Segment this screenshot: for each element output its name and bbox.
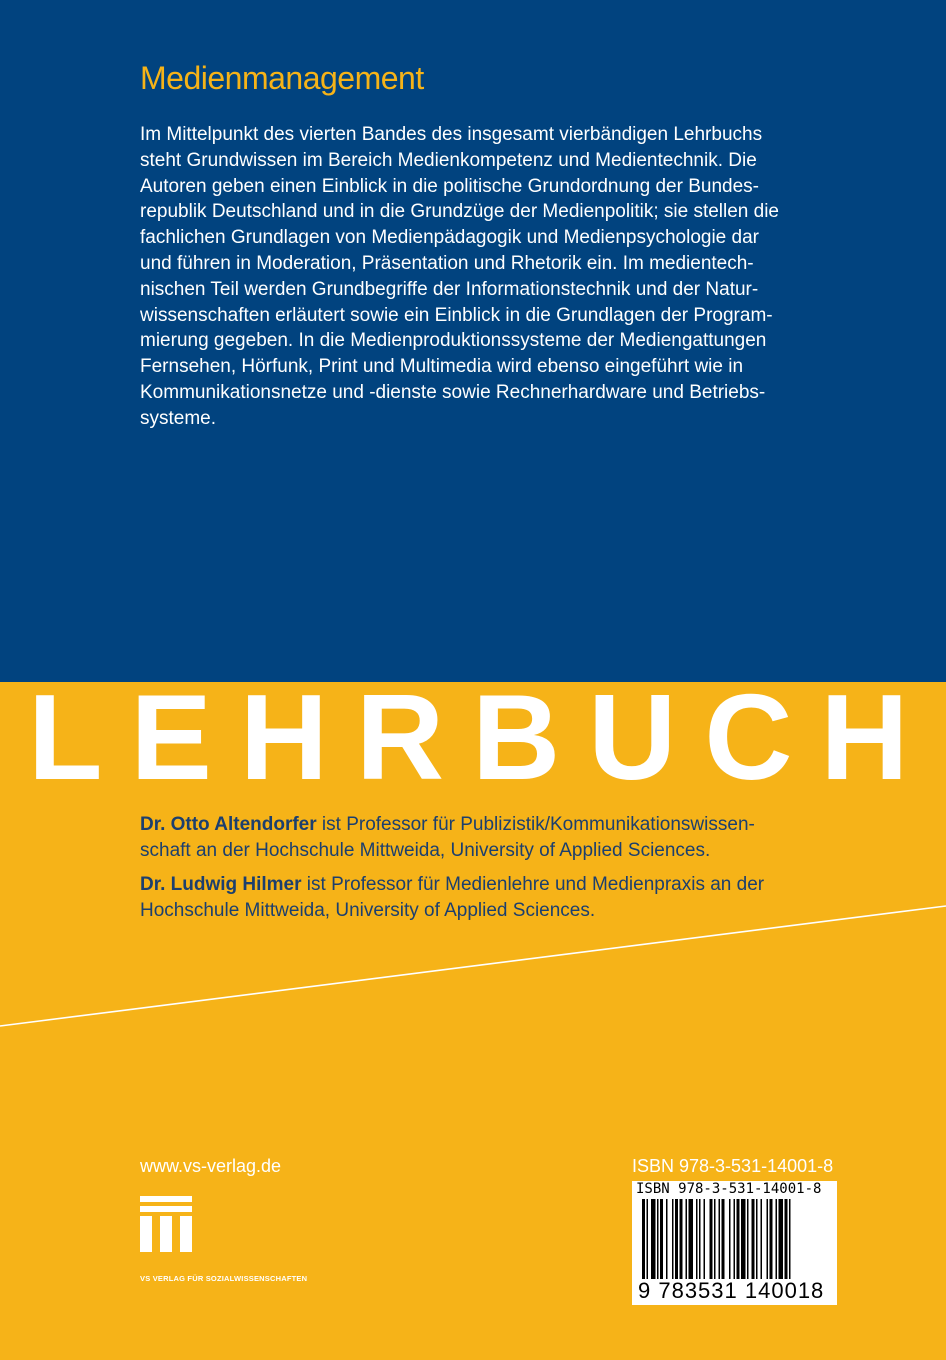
barcode-bar xyxy=(686,1199,688,1279)
author-bio-text: ist Professor für Publizistik/Kommunikationswissen- xyxy=(316,814,755,835)
author-name: Dr. Ludwig Hilmer xyxy=(140,874,302,895)
barcode-bar xyxy=(680,1199,683,1279)
vs-verlag-logo-icon xyxy=(140,1196,192,1256)
barcode-bar xyxy=(756,1199,758,1279)
author-bios xyxy=(140,812,860,932)
barcode-bar xyxy=(651,1199,656,1279)
barcode-bar xyxy=(696,1199,698,1279)
author-bio xyxy=(140,872,860,924)
author-bio-text: schaft an der Hochschule Mittweida, University of Applied Sciences. xyxy=(140,840,711,861)
barcode-bar xyxy=(729,1199,731,1279)
barcode-isbn-text: ISBN 978-3-531-14001-8 xyxy=(636,1181,822,1197)
barcode-bar xyxy=(770,1199,773,1279)
description-line: und führen in Moderation, Präsentation und Rhetorik ein. Im medientech- xyxy=(140,252,754,274)
publisher-website: www.vs-verlag.de xyxy=(140,1156,282,1176)
barcode-bar xyxy=(647,1199,649,1279)
barcode-bar xyxy=(714,1199,716,1279)
author-bio xyxy=(140,812,860,864)
description-line: Autoren geben einen Einblick in die politische Grundordnung der Bundes- xyxy=(140,175,759,197)
barcode-bar xyxy=(704,1199,706,1279)
barcode-bar xyxy=(657,1199,659,1279)
description-line: Kommunikationsnetze und -dienste sowie Rechnerhardware und Betriebs- xyxy=(140,381,766,403)
isbn-barcode xyxy=(632,1181,837,1305)
barcode-bar xyxy=(767,1199,769,1279)
barcode-bar xyxy=(675,1199,678,1279)
description-line: mierung gegeben. In die Medienproduktionssysteme der Mediengattungen xyxy=(140,330,767,352)
barcode-bar xyxy=(734,1199,736,1279)
description-line: Fernsehen, Hörfunk, Print und Multimedia wird ebenso eingeführt wie in xyxy=(140,356,744,378)
description-line: steht Grundwissen im Bereich Medienkompetenz und Medientechnik. Die xyxy=(140,149,757,171)
barcode-bar xyxy=(789,1199,791,1279)
description-line: republik Deutschland und in die Grundzüge der Medienpolitik; sie stellen die xyxy=(140,201,779,223)
barcode-bar xyxy=(752,1199,755,1279)
book-title: Medienmanagement xyxy=(140,60,424,96)
publisher-name: VS VERLAG FÜR SOZIALWISSENSCHAFTEN xyxy=(140,1274,308,1283)
barcode-bar xyxy=(689,1199,694,1279)
description-line: fachlichen Grundlagen von Medienpädagogik und Medienpsychologie dar xyxy=(140,227,759,249)
book-description xyxy=(140,122,840,432)
barcode-bars xyxy=(640,1199,830,1279)
barcode-bar xyxy=(710,1199,713,1279)
barcode-bar xyxy=(761,1199,763,1279)
author-bio-text: ist Professor für Medienlehre und Medienpraxis an der xyxy=(301,874,765,895)
barcode-bar xyxy=(741,1199,746,1279)
barcode-bar xyxy=(785,1199,788,1279)
barcode-bar xyxy=(666,1199,668,1279)
barcode-bar xyxy=(642,1199,645,1279)
barcode-bar xyxy=(779,1199,784,1279)
description-line: systeme. xyxy=(140,407,217,429)
series-label: LEHRBUCH xyxy=(28,669,937,805)
barcode-bar xyxy=(672,1199,674,1279)
barcode-bar xyxy=(776,1199,778,1279)
barcode-bar xyxy=(737,1199,740,1279)
barcode-bar xyxy=(719,1199,721,1279)
barcode-bar xyxy=(660,1199,663,1279)
description-line: Im Mittelpunkt des vierten Bandes des insgesamt vierbändigen Lehrbuchs xyxy=(140,124,763,145)
author-name: Dr. Otto Altendorfer xyxy=(140,814,317,835)
barcode-digits: 9 783531 140018 xyxy=(638,1278,825,1303)
isbn-label: ISBN 978-3-531-14001-8 xyxy=(632,1156,834,1176)
description-line: nischen Teil werden Grundbegriffe der Informationstechnik und der Natur- xyxy=(140,278,759,300)
barcode-bar xyxy=(747,1199,749,1279)
barcode-bar xyxy=(699,1199,701,1279)
description-line: wissenschaften erläutert sowie ein Einblick in die Grundlagen der Program- xyxy=(140,304,773,326)
author-bio-text: Hochschule Mittweida, University of Applied Sciences. xyxy=(140,900,596,921)
barcode-bar xyxy=(722,1199,725,1279)
